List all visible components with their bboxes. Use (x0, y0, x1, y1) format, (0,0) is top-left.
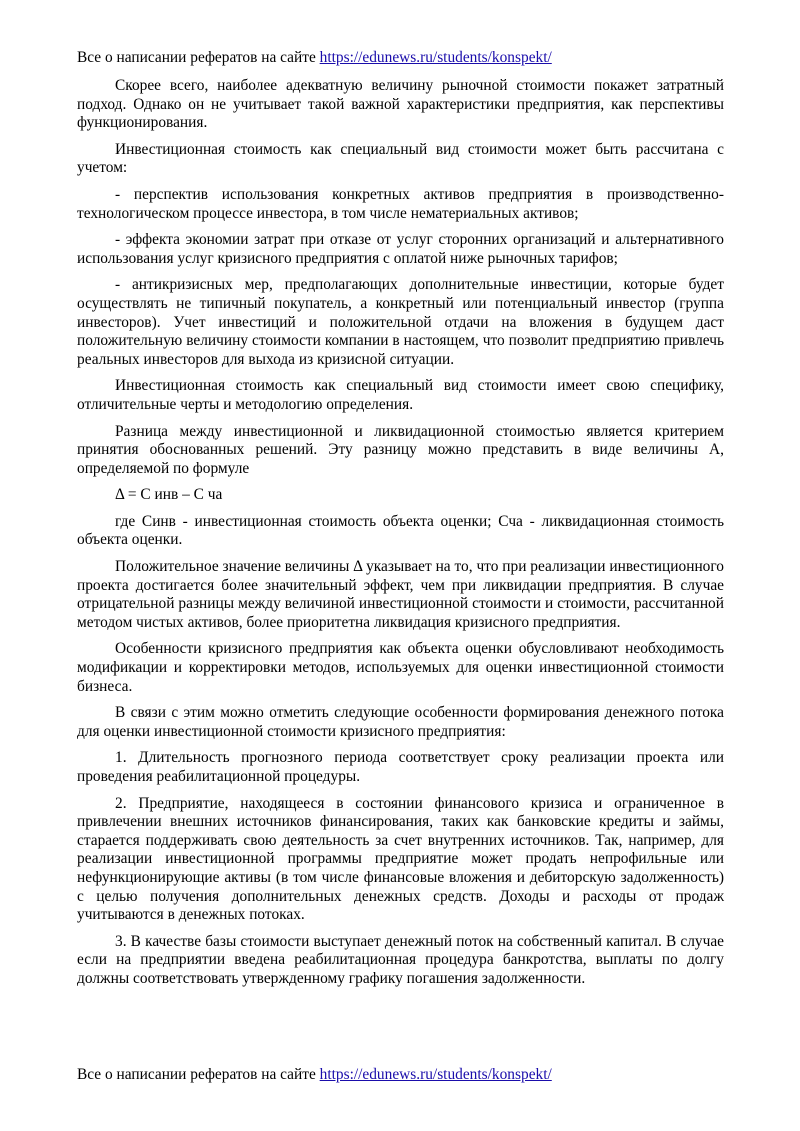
list-item-3: - антикризисных мер, предполагающих дополнительные инвестиции, которые будет осуществлять не типичный покупатель, а конкретный или потенциальный инвестор (группа инвесторов). Учет инвестиций и положительной отдачи на вложения в будущем даст положительную величину стоимости компании в настоящем, что позволит предприятию привлечь реальных инвесторов для выхода из кризисной ситуации. (77, 276, 724, 368)
paragraph-2: Инвестиционная стоимость как специальный вид стоимости может быть рассчитана с учетом: (77, 140, 724, 177)
numbered-item-3: 3. В качестве базы стоимости выступает денежный поток на собственный капитал. В случае если на предприятии введена реабилитационная процедура банкротства, выплаты по долгу должны соответствовать утвержденному графику погашения задолженности. (77, 932, 724, 987)
numbered-item-2: 2. Предприятие, находящееся в состоянии финансового кризиса и ограниченное в привлечении внешних источников финансирования, таких как банковские кредиты и займы, старается поддерживать свою деятельность за счет внутренних источников. Так, например, для реализации инвестиционной программы предприятие может продать непрофильные или нефункционирующие активы (в том числе финансовые вложения и дебиторскую задолженность) с целью получения дополнительных денежных средств. Доходы и расходы от продаж учитываются в денежных потоках. (77, 794, 724, 924)
formula: Δ = С инв – С ча (115, 486, 223, 504)
paragraph-6: Особенности кризисного предприятия как объекта оценки обусловливают необходимость модификации и корректировки методов, используемых для оценки инвестиционной стоимости бизнеса. (77, 640, 724, 695)
numbered-item-1: 1. Длительность прогнозного периода соответствует сроку реализации проекта или проведения реабилитационной процедуры. (77, 749, 724, 785)
paragraph-5: Положительное значение величины Δ указывает на то, что при реализации инвестиционного проекта достигается более значительный эффект, чем при ликвидации предприятия. В случае отрицательной разницы между величиной инвестиционной стоимости и стоимости, рассчитанной методом чистых активов, более приоритетна ликвидация кризисного предприятия. (77, 558, 724, 631)
paragraph-7: В связи с этим можно отметить следующие особенности формирования денежного потока для оценки инвестиционной стоимости кризисного предприятия: (77, 704, 724, 740)
header-text: Все о написании рефератов на сайте (77, 49, 320, 66)
header-link[interactable]: https://edunews.ru/students/konspekt/ (319, 49, 552, 66)
page-footer (77, 1065, 727, 1084)
list-item-2: - эффекта экономии затрат при отказе от услуг сторонних организаций и альтернативного использования услуг кризисного предприятия с оплатой ниже рыночных тарифов; (77, 231, 724, 267)
paragraph-3: Инвестиционная стоимость как специальный вид стоимости имеет свою специфику, отличительные черты и методологию определения. (77, 377, 724, 413)
formula-legend: где Синв - инвестиционная стоимость объекта оценки; Сча - ликвидационная стоимость объекта оценки. (77, 512, 724, 549)
paragraph-1: Скорее всего, наиболее адекватную величину рыночной стоимости покажет затратный подход. Однако он не учитывает такой важной характеристики предприятия, как перспективы функционирования. (77, 77, 724, 132)
document-body (77, 77, 724, 997)
footer-text: Все о написании рефератов на сайте (77, 1066, 320, 1083)
page-header (77, 48, 727, 67)
paragraph-4: Разница между инвестиционной и ликвидационной стоимостью является критерием принятия обоснованных решений. Эту разницу можно представить в виде величины А, определяемой по формуле (77, 422, 724, 477)
footer-link[interactable]: https://edunews.ru/students/konspekt/ (319, 1066, 552, 1083)
list-item-1: - перспектив использования конкретных активов предприятия в производственно-технологическом процессе инвестора, в том числе нематериальных активов; (77, 185, 724, 222)
